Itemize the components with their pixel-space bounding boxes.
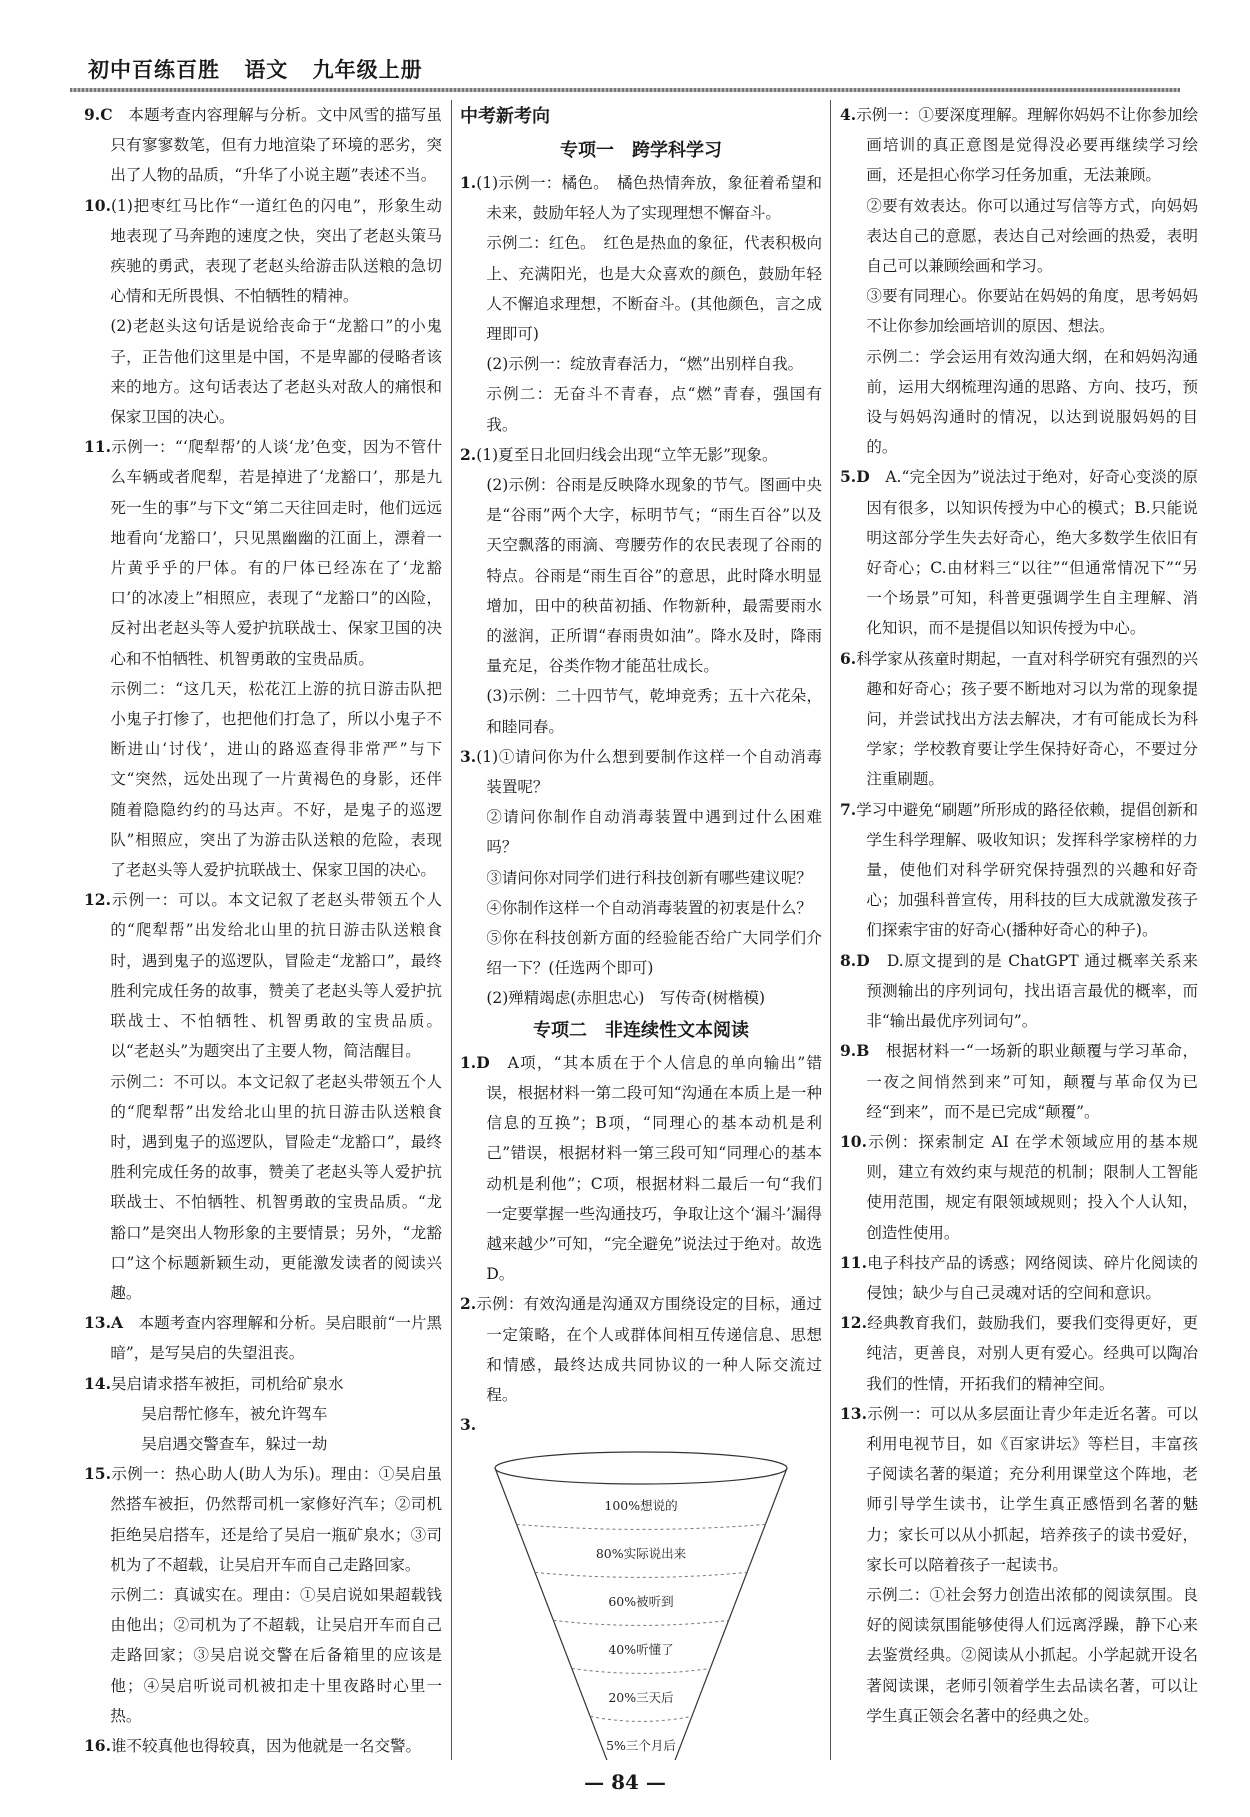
topic-two-answers <box>460 1048 822 1441</box>
answer-item <box>84 432 442 885</box>
funnel-divider <box>535 1573 747 1578</box>
answer-text: A.“完全因为”说法过于绝对，好奇心变淡的原因有很多，以知识传授为中心的模式；B.只能说明这部分学生失去好奇心，绝大多数学生依旧有好奇心；C.由材料三“以往”“但通常情况下”“另一个场景”可知，科普更强调学生自主理解、消化知识，而不是提倡以知识传授为中心。 <box>866 468 1198 638</box>
answer-text: 本题考查内容理解和分析。吴启眼前“一片黑暗”，是写吴启的失望沮丧。 <box>110 1314 442 1363</box>
answer-paragraph: ②要有效表达。你可以通过写信等方式，向妈妈表达自己的意愿，表达自己对绘画的热爱，表明自己可以兼顾绘画和学习。 <box>866 196 1198 276</box>
answer-text: 学习中避免“刷题”所形成的路径依赖，提倡创新和学生科学理解、吸收知识；发挥科学家榜样的力量，使他们对科学研究保持强烈的兴趣和好奇心；加强科普宣传，用科技的巨大成就激发孩子们探索宇宙的好奇心(播种好奇心的种子)。 <box>856 800 1198 940</box>
answer-text: 吴启请求搭车被拒，司机给矿泉水 <box>110 1374 344 1393</box>
answer-item <box>460 1048 822 1290</box>
answer-paragraph: ④你制作这样一个自动消毒装置的初衷是什么？ <box>486 898 812 917</box>
answer-text: (1)①请问你为什么想到要制作这样一个自动消毒装置呢？ <box>476 747 822 797</box>
funnel-divider <box>517 1525 766 1530</box>
answer-paragraph: 示例二：学会运用有效沟通大纲，在和妈妈沟通前，运用大纲梳理沟通的思路、方向、技巧，预设与妈妈沟通时的情况，以达到说服妈妈的目的。 <box>866 347 1198 457</box>
answer-paragraph <box>84 432 442 674</box>
answer-text: 示例一：热心助人(助人为乐)。理由：①吴启虽然搭车被拒，仍然帮司机一家修好汽车；②司机拒绝吴启搭车，还是给了吴启一瓶矿泉水；③司机为了不超载，让吴启开车而自己走路回家。 <box>110 1465 442 1574</box>
answer-text: (1)夏至日北回归线会出现“立竿无影”现象。 <box>476 445 778 464</box>
answer-item <box>84 191 442 433</box>
question-number: 16. <box>84 1735 111 1755</box>
header-rule <box>70 88 1180 92</box>
question-number: 1. <box>460 1052 477 1072</box>
answer-item <box>840 946 1198 1037</box>
question-number: 2. <box>460 1294 477 1314</box>
question-number: 8. <box>840 950 857 970</box>
question-number: 4. <box>840 105 857 124</box>
answer-paragraph <box>460 1410 822 1440</box>
question-number: 3. <box>460 746 477 766</box>
book-grade: 九年级上册 <box>312 58 423 82</box>
choice-answer: D <box>476 1052 490 1072</box>
answer-paragraph <box>840 1036 1198 1127</box>
answer-text: (1)把枣红马比作“一道红色的闪电”，形象生动地表现了马奔跑的速度之快，突出了老赵头策马疾驰的勇武，表现了老赵头给游击队送粮的急切心情和无所畏惧、不怕牺牲的精神。 <box>110 196 442 306</box>
answer-text: 经典教育我们，鼓励我们，要我们变得更好，更纯洁，更善良，对别人更有爱心。经典可以陶冶我们的性情，开拓我们的精神空间。 <box>866 1314 1198 1393</box>
question-number: 12. <box>840 1313 867 1333</box>
funnel-svg <box>460 1446 822 1760</box>
answer-text: 示例一：①要深度理解。理解你妈妈不让你参加绘画培训的真正意图是觉得没必要再继续学习绘画，还是担心你学习任务加重，无法兼顾。 <box>856 106 1198 185</box>
choice-answer: C <box>100 105 113 124</box>
question-number: 3. <box>460 1415 477 1435</box>
answer-paragraph: 吴启遇交警查车，躲过一劫 <box>141 1434 328 1453</box>
column-divider <box>451 100 452 1760</box>
funnel-divider <box>553 1621 728 1626</box>
answer-text: 科学家从孩童时期起，一直对科学研究有强烈的兴趣和好奇心；孩子要不断地对习以为常的现象提问，并尝试找出方法去解决，才有可能成长为科学家；学校教育要让学生保持好奇心，不要过分注重刷题。 <box>856 649 1198 789</box>
question-number: 11. <box>84 437 111 457</box>
answer-text: 电子科技产品的诱惑；网络阅读、碎片化阅读的侵蚀；缺少与自己灵魂对话的空间和意识。 <box>866 1253 1198 1302</box>
choice-answer: A <box>110 1313 123 1333</box>
answer-paragraph <box>84 100 442 191</box>
answer-text: (1)示例一：橘色。 橘色热情奔放，象征着希望和未来，鼓励年轻人为了实现理想不懈奋斗。 <box>476 174 822 223</box>
answer-paragraph: ③要有同理心。你要站在妈妈的角度，思考妈妈不让你参加绘画培训的原因、想法。 <box>866 287 1198 336</box>
question-number: 9. <box>840 1041 857 1061</box>
question-number: 7. <box>840 799 857 819</box>
answer-item <box>840 1399 1198 1731</box>
question-number: 13. <box>840 1403 867 1423</box>
question-number: 2. <box>460 444 477 464</box>
question-number: 5. <box>840 467 857 487</box>
answer-paragraph: ③请问你对同学们进行科技创新有哪些建议呢？ <box>486 868 812 887</box>
answer-column-right <box>840 100 1198 1760</box>
book-series: 初中百练百胜 <box>88 58 220 82</box>
answer-text: 谁不较真他也得较真，因为他就是一名交警。 <box>110 1736 421 1755</box>
answer-paragraph: (2)示例：谷雨是反映降水现象的节气。图画中央是“谷雨”两个大字，标明节气；“雨生百谷”以及天空飘落的雨滴、弯腰劳作的农民表现了谷雨的特点。谷雨是“雨生百谷”的意思，此时降水明显增加，田中的秧苗初插、作物新种，最需要雨水的滋润，正所谓“春雨贵如油”。降水及时，降雨量充足，谷类作物才能茁壮成长。 <box>486 476 822 676</box>
answer-item <box>840 1308 1198 1399</box>
answer-paragraph: (2)老赵头这句话是说给丧命于“龙豁口”的小鬼子，正告他们这里是中国，不是卑鄙的侵略者该来的地方。这句话表达了老赵头对敌人的痛恨和保家卫国的决心。 <box>110 317 442 427</box>
answer-paragraph: 示例二：不可以。本文记叙了老赵头带领五个人的“爬犁帮”出发给北山里的抗日游击队送粮食时，遇到鬼子的巡逻队，冒险走“龙豁口”，最终胜利完成任务的故事，赞美了老赵头等人爱护抗联战士、不怕牺牲、机智勇敢的宝贵品质。“龙豁口”是突出人物形象的主要情景；另外，“龙豁口”这个标题新颖生动，更能激发读者的阅读兴趣。 <box>110 1072 442 1302</box>
answer-item <box>84 100 442 191</box>
choice-answer: D <box>856 467 870 487</box>
header-title <box>88 54 423 84</box>
funnel-divider <box>590 1717 692 1722</box>
answer-paragraph: 示例二：①社会努力创造出浓郁的阅读氛围。良好的阅读氛围能够使得人们远离浮躁，静下心来去鉴赏经典。②阅读从小抓起。小学起就开设名著阅读课，老师引领着学生去品读名著，可以让学生真正领会名著中的经典之处。 <box>866 1585 1198 1725</box>
answer-column-left <box>84 100 442 1760</box>
funnel-label: 60%被听到 <box>608 1594 674 1610</box>
answer-item <box>84 1369 442 1460</box>
answer-paragraph <box>840 1308 1198 1399</box>
question-number: 1. <box>460 173 477 192</box>
answer-text: 示例一：可以。本文记叙了老赵头带领五个人的“爬犁帮”出发给北山里的抗日游击队送粮食时，遇到鬼子的巡逻队，冒险走“龙豁口”，最终胜利完成任务的故事，赞美了老赵头等人爱护抗联战士、不怕牺牲、机智勇敢的宝贵品质。以“老赵头”为题突出了主要人物，简洁醒目。 <box>110 891 442 1061</box>
answer-text: D.原文提到的是 ChatGPT 通过概率关系来预测输出的序列词句，找出语言最优的概率，而非“输出最优序列词句”。 <box>866 951 1198 1031</box>
question-number: 12. <box>84 890 111 910</box>
answer-paragraph: ⑤你在科技创新方面的经验能否给广大同学们介绍一下？(任选两个即可) <box>486 929 822 978</box>
answer-item <box>84 885 442 1308</box>
page-header <box>70 50 1180 94</box>
funnel-rim <box>495 1452 787 1484</box>
question-number: 13. <box>84 1313 111 1333</box>
book-subject: 语文 <box>244 58 289 82</box>
answer-paragraph: (3)示例：二十四节气，乾坤竞秀；五十六花朵，和睦同春。 <box>486 687 822 736</box>
answer-paragraph <box>84 885 442 1066</box>
answer-item <box>840 1036 1198 1127</box>
answer-paragraph <box>460 440 822 470</box>
answer-item <box>460 1289 822 1410</box>
question-number: 14. <box>84 1373 111 1393</box>
funnel-label: 20%三天后 <box>608 1690 674 1706</box>
answer-paragraph <box>840 1127 1198 1248</box>
answer-paragraph <box>840 795 1198 946</box>
answer-text: 根据材料一“一场新的职业颠覆与学习革命，一夜之间悄然到来”可知，颠覆与革命仅为已经“到来”，而不是已完成“颠覆”。 <box>866 1042 1198 1121</box>
answer-paragraph <box>460 168 822 228</box>
funnel-divider <box>572 1669 710 1674</box>
answer-paragraph <box>840 1399 1198 1580</box>
question-number: 11. <box>840 1252 867 1272</box>
answer-column-middle <box>460 100 822 1760</box>
answer-text: A项，“其本质在于个人信息的单向输出”错误，根据材料一第二段可知“沟通在本质上是一种信息的互换”；B项，“同理心的基本动机是利己”错误，根据材料一第三段可知“同理心的基本动机是利他”；C项，根据材料二最后一句“我们一定要掌握一些沟通技巧，争取让这个‘漏斗’漏得越来越少”可知，“完全避免”说法过于绝对。故选D。 <box>486 1053 822 1284</box>
answer-paragraph: (2)殚精竭虑(赤胆忠心) 写传奇(树楷模) <box>486 989 765 1008</box>
answer-paragraph <box>84 1731 442 1760</box>
answer-item <box>840 462 1198 643</box>
answer-paragraph <box>840 462 1198 643</box>
answer-text: 示例：探索制定 AI 在学术领域应用的基本规则，建立有效约束与规范的机制；限制人工智能使用范围，规定有限领域规则；投入个人认知，创造性使用。 <box>866 1132 1198 1242</box>
answer-item <box>840 795 1198 946</box>
answer-paragraph: 示例二：无奋斗不青春，点“燃”青春，强国有我。 <box>486 385 822 434</box>
answer-item <box>460 168 822 440</box>
choice-answer: B <box>856 1041 870 1061</box>
funnel-label: 80%实际说出来 <box>595 1546 687 1562</box>
question-number: 10. <box>840 1131 867 1151</box>
answer-paragraph <box>840 644 1198 795</box>
answer-item <box>460 440 822 742</box>
answer-item <box>84 1308 442 1368</box>
answer-item <box>840 644 1198 795</box>
topic-title: 专项二 非连续性文本阅读 <box>533 1019 749 1041</box>
answer-paragraph <box>84 191 442 312</box>
answer-paragraph <box>460 1289 822 1410</box>
answer-text: 示例一：“‘爬犁帮’的人谈‘龙’色变，因为不管什么车辆或者爬犁，若是掉进了‘龙豁口’，那是九死一生的事”与下文“第二天往回走时，他们远远地看向‘龙豁口’，只见黑幽幽的江面上，漂着一片黄乎乎的尸体。有的尸体已经冻在了‘龙豁口’的冰凌上”相照应，表现了“龙豁口”的凶险，反衬出老赵头等人爱护抗联战士、保家卫国的决心和不怕牺牲、机智勇敢的宝贵品质。 <box>110 438 442 668</box>
answer-item <box>840 1248 1198 1308</box>
answer-paragraph <box>840 1248 1198 1308</box>
funnel-label: 100%想说的 <box>604 1498 678 1514</box>
answer-item <box>840 1127 1198 1248</box>
question-number: 6. <box>840 648 857 668</box>
answer-paragraph <box>840 946 1198 1037</box>
page-number: — 84 — <box>584 1770 666 1794</box>
column-divider <box>830 100 831 1760</box>
answer-paragraph: (2)示例一：绽放青春活力，“燃”出别样自我。 <box>486 355 804 374</box>
answer-item <box>84 1459 442 1731</box>
answer-paragraph: ②请问你制作自动消毒装置中遇到过什么困难吗？ <box>486 808 822 857</box>
question-number: 15. <box>84 1464 111 1484</box>
funnel-label: 40%听懂了 <box>608 1642 674 1658</box>
answer-item <box>84 1731 442 1760</box>
answer-paragraph <box>84 1308 442 1368</box>
answer-paragraph: 吴启帮忙修车，被允许驾车 <box>141 1404 328 1423</box>
answer-paragraph <box>460 1048 822 1290</box>
question-number: 10. <box>84 195 111 215</box>
answer-paragraph <box>840 100 1198 191</box>
answer-item <box>840 100 1198 462</box>
answer-text: 本题考查内容理解与分析。文中风雪的描写虽只有寥寥数笔，但有力地渲染了环境的恶劣，突出了人物的品质，“升华了小说主题”表述不当。 <box>110 106 442 185</box>
answer-paragraph: 示例二：真诚实在。理由：①吴启说如果超载钱由他出；②司机为了不超载，让吴启开车而自己走路回家；③吴启说交警在后备箱里的应该是他；④吴启听说司机被扣走十里夜路时心里一热。 <box>110 1585 442 1725</box>
answer-paragraph <box>84 1369 442 1399</box>
communication-funnel-diagram <box>460 1446 822 1760</box>
funnel-label: 5%三个月后 <box>606 1738 676 1754</box>
topic-title: 专项一 跨学科学习 <box>560 140 722 161</box>
choice-answer: D <box>856 950 870 970</box>
answer-item <box>460 742 822 1014</box>
answer-paragraph <box>84 1459 442 1580</box>
section-heading: 中考新考向 <box>460 106 550 127</box>
answer-text: 示例：有效沟通是沟通双方围绕设定的目标，通过一定策略，在个人或群体间相互传递信息、思想和情感，最终达成共同协议的一种人际交流过程。 <box>476 1295 822 1404</box>
answer-paragraph: 示例二：“这几天，松花江上游的抗日游击队把小鬼子打惨了，也把他们打急了，所以小鬼子不断进山‘讨伐’，进山的路巡查得非常严”与下文“突然，远处出现了一片黄褐色的身影，还伴随着隐隐约约的马达声。不好，是鬼子的巡逻队”相照应，突出了为游击队送粮的危险，表现了老赵头等人爱护抗联战士、保家卫国的决心。 <box>110 679 442 880</box>
answer-text: 示例一：可以从多层面让青少年走近名著。可以利用电视节目，如《百家讲坛》等栏目，丰富孩子阅读名著的渠道；充分利用课堂这个阵地，老师引导学生读书，让学生真正感悟到名著的魅力；家长可以从小抓起，培养孩子的读书爱好，家长可以陪着孩子一起读书。 <box>866 1404 1198 1574</box>
question-number: 9. <box>84 105 101 124</box>
answer-paragraph: 示例二：红色。 红色是热血的象征，代表积极向上、充满阳光，也是大众喜欢的颜色，鼓励年轻人不懈追求理想，不断奋斗。(其他颜色，言之成理即可) <box>486 234 822 344</box>
topic-one-answers <box>460 168 822 1014</box>
answer-item <box>460 1410 822 1440</box>
answer-paragraph <box>460 742 822 802</box>
